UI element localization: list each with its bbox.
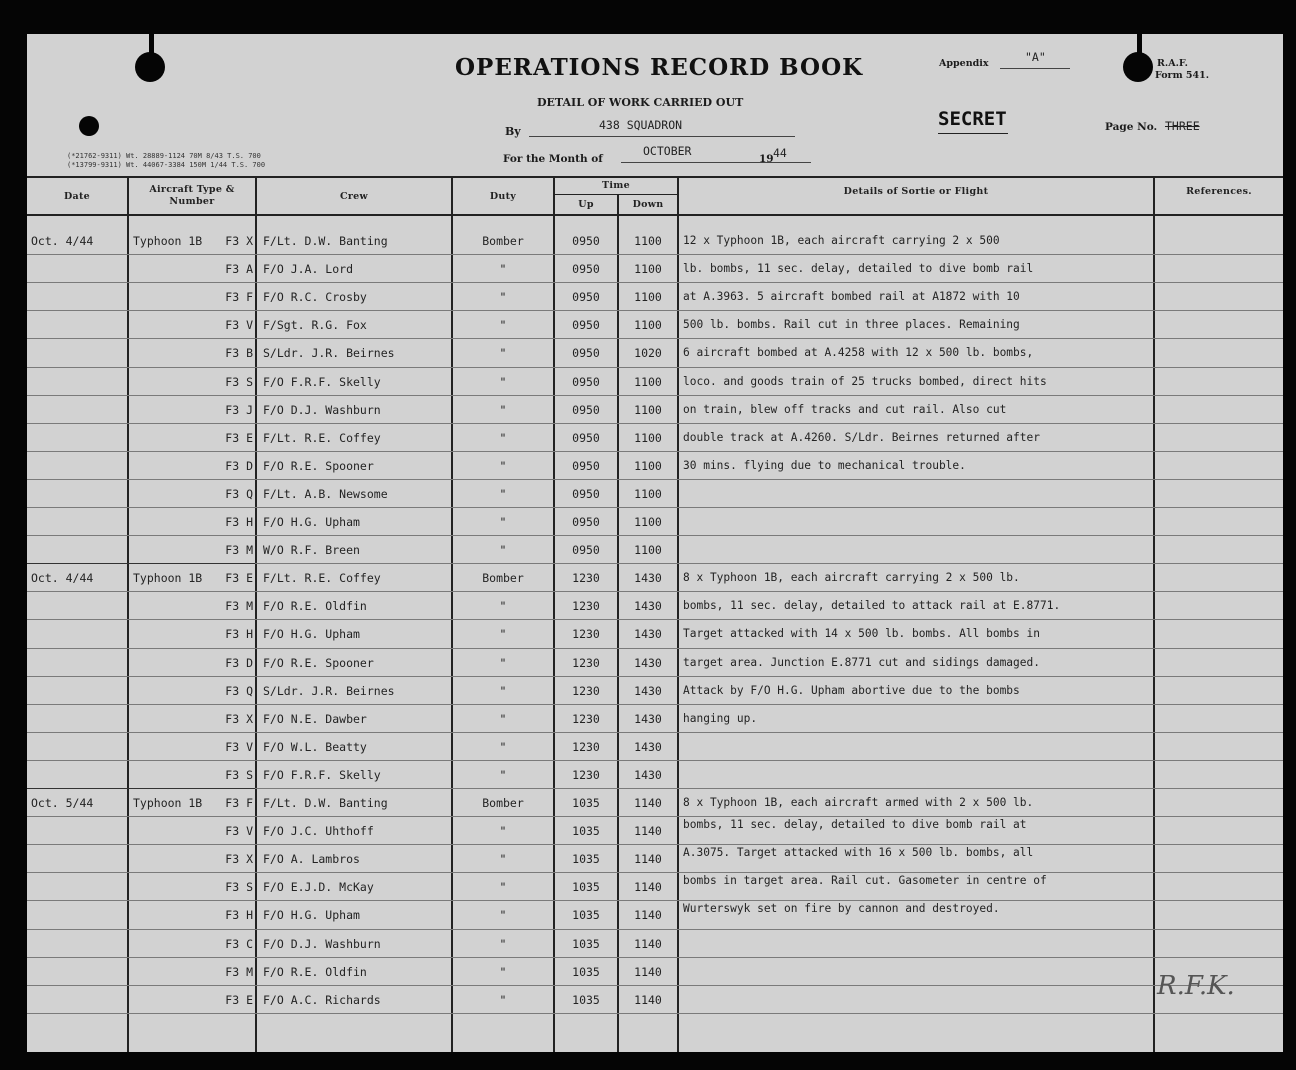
ruled-line [27, 254, 1283, 255]
time-up-cell: 1035 [572, 852, 600, 867]
duty-cell: Bomber [482, 571, 524, 586]
crew-cell: F/Lt. A.B. Newsome [263, 486, 388, 501]
duty-cell: " [499, 486, 507, 501]
ruled-line [27, 367, 1283, 368]
duty-cell: " [499, 992, 507, 1007]
time-down-cell: 1100 [634, 543, 662, 558]
time-down-cell: 1430 [634, 767, 662, 782]
group-separator [27, 788, 255, 789]
duty-cell: " [499, 683, 507, 698]
crew-cell: F/O F.R.F. Skelly [263, 767, 381, 782]
raf-label: R.A.F. [1157, 58, 1188, 69]
aircraft-serial-cell: F3 S [225, 374, 253, 389]
duty-cell: " [499, 458, 507, 473]
aircraft-serial-cell: F3 E [225, 571, 253, 586]
detail-line: 6 aircraft bombed at A.4258 with 12 x 500 lb. bombs, [683, 346, 1034, 360]
ruled-line [27, 338, 1283, 339]
aircraft-header: Aircraft Type & Number [149, 184, 235, 207]
detail-line: Wurterswyk set on fire by cannon and destroyed. [683, 902, 1000, 916]
ruled-line [27, 844, 1283, 845]
duty-cell: " [499, 908, 507, 923]
time-up-cell: 1035 [572, 936, 600, 951]
ruled-line [27, 423, 1283, 424]
ruled-line [27, 395, 1283, 396]
aircraft-serial-cell: F3 V [225, 739, 253, 754]
crew-cell: F/Lt. R.E. Coffey [263, 571, 381, 586]
crew-cell: F/O R.E. Oldfin [263, 964, 367, 979]
time-down-cell: 1430 [634, 571, 662, 586]
crew-cell: F/Lt. D.W. Banting [263, 796, 388, 810]
detail-line: target area. Junction E.8771 cut and sidings damaged. [683, 655, 1040, 669]
time-down-cell: 1140 [634, 796, 662, 810]
crew-cell: F/O A. Lambros [263, 852, 360, 867]
duty-cell: " [499, 543, 507, 558]
aircraft-serial-cell: F3 X [225, 711, 253, 726]
date-header: Date [63, 191, 91, 202]
year-prefix: 19 [759, 153, 774, 165]
crew-cell: F/O H.G. Upham [263, 515, 360, 529]
duty-cell: " [499, 936, 507, 951]
duty-cell: " [499, 964, 507, 979]
aircraft-type-cell: Typhoon 1B [133, 234, 203, 248]
time-down-cell: 1100 [634, 318, 662, 333]
time-down-cell: 1100 [634, 486, 662, 501]
time-down-cell: 1100 [634, 402, 662, 417]
duty-cell: " [499, 824, 507, 839]
aircraft-serial-cell: F3 J [225, 402, 253, 417]
ruled-line [27, 872, 1283, 873]
duty-cell: " [499, 290, 507, 305]
detail-line: bombs, 11 sec. delay, detailed to dive bomb rail at [683, 818, 1027, 832]
crew-cell: F/Sgt. R.G. Fox [263, 318, 367, 333]
by-label: By [505, 125, 521, 138]
time-up-cell: 0950 [572, 234, 600, 248]
time-up-cell: 0950 [572, 374, 600, 389]
time-up-cell: 0950 [572, 318, 600, 333]
punch-hole-left [135, 52, 165, 82]
ruled-line [27, 648, 1283, 649]
aircraft-serial-cell: F3 B [225, 346, 253, 361]
detail-line: 8 x Typhoon 1B, each aircraft armed with 2 x 500 lb. [683, 796, 1034, 809]
duty-cell: " [499, 852, 507, 867]
time-down-cell: 1100 [634, 290, 662, 305]
duty-header: Duty [489, 191, 517, 202]
ruled-line [27, 507, 1283, 508]
time-down-cell: 1100 [634, 374, 662, 389]
time-up-cell: 1230 [572, 767, 600, 782]
ruled-line [27, 704, 1283, 705]
time-down-cell: 1430 [634, 599, 662, 614]
detail-line: at A.3963. 5 aircraft bombed rail at A1872 with 10 [683, 290, 1020, 304]
crew-cell: F/O E.J.D. McKay [263, 880, 374, 895]
time-up-cell: 0950 [572, 402, 600, 417]
detail-line: A.3075. Target attacked with 16 x 500 lb. bombs, all [683, 846, 1034, 860]
detail-line: on train, blew off tracks and cut rail. Also cut [683, 402, 1007, 416]
aircraft-serial-cell: F3 E [225, 430, 253, 445]
ruled-line [27, 816, 1283, 817]
time-up-cell: 0950 [572, 486, 600, 501]
time-up-cell: 1035 [572, 796, 600, 810]
duty-cell: " [499, 655, 507, 670]
duty-cell: " [499, 880, 507, 895]
detail-line: 30 mins. flying due to mechanical trouble. [683, 458, 966, 472]
time-up-cell: 0950 [572, 543, 600, 558]
ruled-line [27, 282, 1283, 283]
duty-cell: " [499, 767, 507, 782]
ruled-line [27, 676, 1283, 677]
time-down-cell: 1140 [634, 964, 662, 979]
time-down-cell: 1140 [634, 992, 662, 1007]
ruled-line [27, 985, 1283, 986]
duty-cell: " [499, 627, 507, 642]
punch-hole-right [1123, 52, 1153, 82]
aircraft-serial-cell: F3 S [225, 767, 253, 782]
time-down-cell: 1140 [634, 908, 662, 923]
appendix-value: "A" [1025, 50, 1046, 64]
duty-cell: " [499, 346, 507, 361]
aircraft-serial-cell: F3 S [225, 880, 253, 895]
ruled-line [27, 929, 1283, 930]
crew-cell: F/O R.E. Spooner [263, 655, 374, 670]
time-up-cell: 1035 [572, 880, 600, 895]
aircraft-serial-cell: F3 Q [225, 486, 253, 501]
crew-cell: F/Lt. R.E. Coffey [263, 430, 381, 445]
time-down-cell: 1100 [634, 234, 662, 248]
time-down-cell: 1100 [634, 430, 662, 445]
duty-cell: " [499, 402, 507, 417]
ruled-line [27, 310, 1283, 311]
time-down-cell: 1430 [634, 627, 662, 642]
ruled-line [27, 957, 1283, 958]
ruled-line [27, 451, 1283, 452]
time-up-cell: 1230 [572, 711, 600, 726]
date-cell: Oct. 4/44 [31, 571, 94, 586]
aircraft-serial-cell: F3 M [225, 964, 253, 979]
time-down-cell: 1430 [634, 683, 662, 698]
ruled-line [27, 535, 1283, 536]
ruled-line [27, 591, 1283, 592]
time-up-cell: 1035 [572, 824, 600, 839]
crew-cell: F/O R.E. Spooner [263, 458, 374, 473]
aircraft-serial-cell: F3 M [225, 543, 253, 558]
time-up-cell: 0950 [572, 515, 600, 529]
year-value: 44 [773, 146, 787, 160]
detail-line: 12 x Typhoon 1B, each aircraft carrying 2 x 500 [683, 234, 1000, 247]
crew-cell: F/Lt. D.W. Banting [263, 234, 388, 248]
time-up-cell: 1230 [572, 627, 600, 642]
aircraft-serial-cell: F3 C [225, 936, 253, 951]
duty-cell: " [499, 711, 507, 726]
time-up-cell: 1035 [572, 908, 600, 923]
aircraft-serial-cell: F3 E [225, 992, 253, 1007]
crew-header: Crew [340, 191, 368, 202]
detail-line: bombs in target area. Rail cut. Gasometer in centre of [683, 874, 1047, 888]
time-down-cell: 1140 [634, 852, 662, 867]
duty-cell: " [499, 599, 507, 614]
time-up-cell: 1035 [572, 992, 600, 1007]
aircraft-serial-cell: F3 H [225, 908, 253, 923]
print-code-2: (*13799-9311) Wt. 44067-3384 150M 1/44 T.S. 700 [67, 161, 266, 169]
crew-cell: F/O H.G. Upham [263, 908, 360, 923]
aircraft-serial-cell: F3 D [225, 655, 253, 670]
crew-cell: S/Ldr. J.R. Beirnes [263, 683, 395, 698]
time-down-cell: 1020 [634, 346, 662, 361]
detail-line: hanging up. [683, 711, 758, 725]
time-up-cell: 0950 [572, 458, 600, 473]
time-up-cell: 0950 [572, 430, 600, 445]
time-down-cell: 1140 [634, 936, 662, 951]
print-code-1: (*21762-9311) Wt. 28889-1124 70M 8/43 T.S. 700 [67, 152, 261, 160]
time-up-cell: 0950 [572, 346, 600, 361]
form-title: OPERATIONS RECORD BOOK [455, 54, 864, 81]
ruled-line [27, 619, 1283, 620]
crew-cell: F/O A.C. Richards [263, 992, 381, 1007]
punch-hole-small [79, 116, 99, 136]
time-down-cell: 1430 [634, 739, 662, 754]
appendix-label: Appendix [939, 58, 989, 69]
aircraft-serial-cell: F3 F [225, 796, 253, 810]
detail-line: lb. bombs, 11 sec. delay, detailed to dive bomb rail [683, 262, 1034, 276]
time-down-cell: 1100 [634, 458, 662, 473]
crew-cell: F/O R.E. Oldfin [263, 599, 367, 614]
date-cell: Oct. 5/44 [31, 796, 94, 810]
time-up-cell: 1230 [572, 683, 600, 698]
time-up-cell: 0950 [572, 262, 600, 277]
form-number: Form 541. [1155, 70, 1210, 81]
secret-stamp: SECRET [938, 108, 1007, 130]
aircraft-type-cell: Typhoon 1B [133, 796, 203, 810]
crew-cell: F/O R.C. Crosby [263, 290, 367, 305]
ruled-line [27, 1013, 1283, 1014]
crew-cell: F/O J.C. Uhthoff [263, 824, 374, 839]
up-header: Up [578, 199, 594, 210]
group-separator [27, 563, 255, 564]
aircraft-type-cell: Typhoon 1B [133, 571, 203, 586]
ruled-line [27, 479, 1283, 480]
detail-line: 500 lb. bombs. Rail cut in three places. Remaining [683, 318, 1020, 332]
time-up-cell: 1230 [572, 599, 600, 614]
initials-signature: R.F.K. [1157, 971, 1235, 1001]
down-header: Down [632, 199, 664, 210]
time-down-cell: 1430 [634, 711, 662, 726]
detail-line: loco. and goods train of 25 trucks bombed, direct hits [683, 374, 1047, 388]
aircraft-serial-cell: F3 V [225, 318, 253, 333]
crew-cell: F/O D.J. Washburn [263, 936, 381, 951]
crew-cell: F/O D.J. Washburn [263, 402, 381, 417]
crew-cell: F/O J.A. Lord [263, 262, 354, 277]
page-label: Page No. [1105, 121, 1158, 133]
detail-line: double track at A.4260. S/Ldr. Beirnes returned after [683, 430, 1040, 444]
aircraft-serial-cell: F3 H [225, 515, 253, 529]
aircraft-serial-cell: F3 V [225, 824, 253, 839]
time-up-cell: 1230 [572, 571, 600, 586]
aircraft-serial-cell: F3 A [225, 262, 253, 277]
aircraft-serial-cell: F3 Q [225, 683, 253, 698]
duty-cell: " [499, 374, 507, 389]
squadron-value: 438 SQUADRON [599, 118, 683, 132]
duty-cell: Bomber [482, 234, 524, 248]
time-down-cell: 1100 [634, 262, 662, 277]
crew-cell: S/Ldr. J.R. Beirnes [263, 346, 395, 361]
time-header: Time [602, 180, 630, 191]
time-down-cell: 1430 [634, 655, 662, 670]
record-sheet [27, 34, 1283, 1052]
duty-cell: " [499, 318, 507, 333]
detail-line: Target attacked with 14 x 500 lb. bombs. All bombs in [683, 627, 1040, 641]
crew-cell: F/O H.G. Upham [263, 627, 360, 642]
month-label: For the Month of [503, 153, 603, 165]
detail-line: bombs, 11 sec. delay, detailed to attack rail at E.8771. [683, 599, 1061, 613]
detail-line: Attack by F/O H.G. Upham abortive due to the bombs [683, 683, 1020, 697]
ruled-line [27, 732, 1283, 733]
details-header: Details of Sortie or Flight [843, 186, 989, 197]
aircraft-serial-cell: F3 H [225, 627, 253, 642]
aircraft-serial-cell: F3 X [225, 234, 253, 248]
duty-cell: " [499, 430, 507, 445]
ruled-line [27, 760, 1283, 761]
crew-cell: F/O N.E. Dawber [263, 711, 367, 726]
time-up-cell: 0950 [572, 290, 600, 305]
time-down-cell: 1140 [634, 880, 662, 895]
crew-cell: F/O W.L. Beatty [263, 739, 367, 754]
month-value: OCTOBER [643, 144, 692, 158]
crew-cell: F/O F.R.F. Skelly [263, 374, 381, 389]
date-cell: Oct. 4/44 [31, 234, 94, 248]
time-up-cell: 1035 [572, 964, 600, 979]
time-down-cell: 1100 [634, 515, 662, 529]
aircraft-serial-cell: F3 X [225, 852, 253, 867]
duty-cell: " [499, 262, 507, 277]
duty-cell: " [499, 739, 507, 754]
aircraft-serial-cell: F3 D [225, 458, 253, 473]
time-up-cell: 1230 [572, 739, 600, 754]
ruled-line [27, 900, 1283, 901]
detail-line: 8 x Typhoon 1B, each aircraft carrying 2 x 500 lb. [683, 571, 1020, 585]
time-down-cell: 1140 [634, 824, 662, 839]
crew-cell: W/O R.F. Breen [263, 543, 360, 558]
aircraft-serial-cell: F3 F [225, 290, 253, 305]
form-subtitle: DETAIL OF WORK CARRIED OUT [537, 96, 744, 109]
duty-cell: Bomber [482, 796, 524, 810]
duty-cell: " [499, 515, 507, 529]
page-value: THREE [1165, 119, 1200, 133]
aircraft-serial-cell: F3 M [225, 599, 253, 614]
references-header: References. [1186, 186, 1252, 197]
time-up-cell: 1230 [572, 655, 600, 670]
